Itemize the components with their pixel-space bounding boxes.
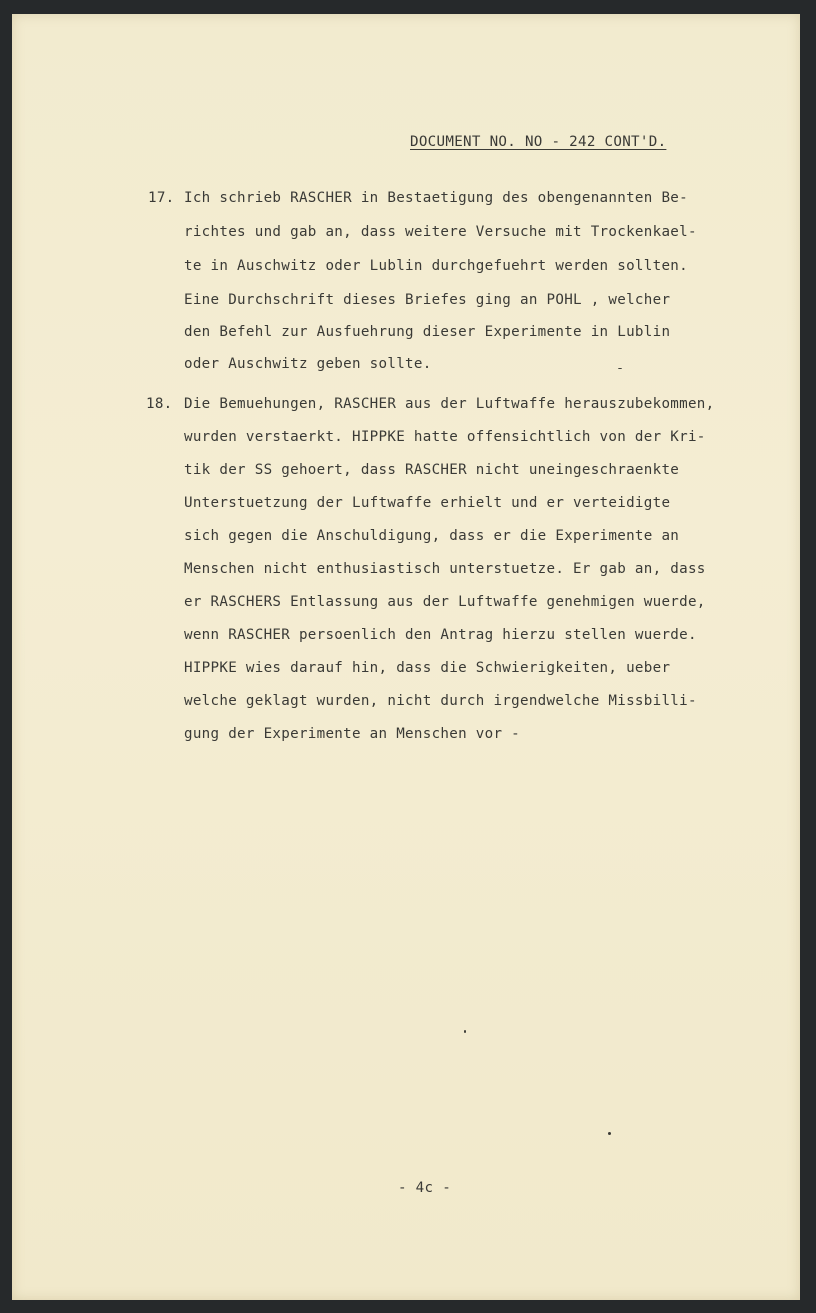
- paragraph-number: 17.: [148, 190, 175, 206]
- text-line: sich gegen die Anschuldigung, dass er die Experimente an: [184, 528, 680, 544]
- paper-speck: [608, 1132, 611, 1135]
- paper-speck: [464, 1030, 466, 1033]
- text-line: er RASCHERS Entlassung aus der Luftwaffe genehmigen wuerde,: [184, 594, 706, 610]
- text-line: oder Auschwitz geben sollte.: [184, 356, 432, 372]
- document-number-header: DOCUMENT NO. NO - 242 CONT'D.: [410, 134, 667, 150]
- text-line: te in Auschwitz oder Lublin durchgefuehrt werden sollten.: [184, 258, 688, 274]
- text-line: Die Bemuehungen, RASCHER aus der Luftwaffe herauszubekommen,: [184, 396, 715, 412]
- text-line: Ich schrieb RASCHER in Bestaetigung des obengenannten Be-: [184, 190, 688, 206]
- text-line: richtes und gab an, dass weitere Versuche mit Trockenkael-: [184, 224, 697, 240]
- page-number: - 4c -: [398, 1180, 452, 1196]
- paragraph-number: 18.: [146, 396, 173, 412]
- paper-speck: [618, 368, 622, 369]
- text-line: Eine Durchschrift dieses Briefes ging an POHL , welcher: [184, 292, 671, 308]
- text-line: wurden verstaerkt. HIPPKE hatte offensichtlich von der Kri-: [184, 429, 706, 445]
- text-line: Menschen nicht enthusiastisch unterstuetze. Er gab an, dass: [184, 561, 706, 577]
- document-page: [12, 14, 800, 1300]
- text-line: HIPPKE wies darauf hin, dass die Schwierigkeiten, ueber: [184, 660, 671, 676]
- text-line: welche geklagt wurden, nicht durch irgendwelche Missbilli-: [184, 693, 697, 709]
- text-line: wenn RASCHER persoenlich den Antrag hierzu stellen wuerde.: [184, 627, 697, 643]
- text-line: Unterstuetzung der Luftwaffe erhielt und er verteidigte: [184, 495, 671, 511]
- text-line: gung der Experimente an Menschen vor -: [184, 726, 520, 742]
- text-line: den Befehl zur Ausfuehrung dieser Experimente in Lublin: [184, 324, 671, 340]
- text-line: tik der SS gehoert, dass RASCHER nicht uneingeschraenkte: [184, 462, 680, 478]
